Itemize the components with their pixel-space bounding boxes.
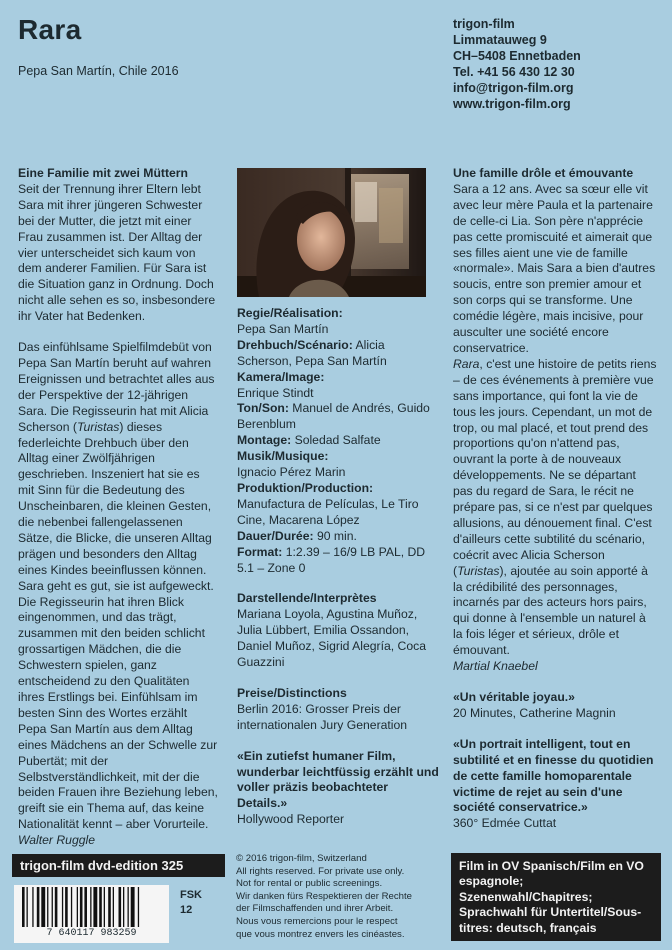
cast-heading: Darstellende/Interprètes [237,591,377,606]
credit-production: Produktion/Production: Manufactura de Películas, Le Tiro Cine, Macarena López [237,480,419,527]
credit-duration: Dauer/Durée: 90 min. [237,528,357,543]
german-paragraph-2: Das einfühlsame Spielfilmdebüt von Pepa San Martín beruht auf wahren Ereignissen und betrachtet alles aus der Perspektive der 12-jährigen Sara. Die Regisseurin hat mit Alicia Scherson (Turistas) dieses federleichte Drehbuch über den Alltag einer Zwölfjährigen geschrieben. Inszeniert hat sie es mit Sinn für die Bedeutung des Unscheinbaren, die kleinen Gesten, die nebenbei fallengelassenen Sätze, die Blicke, die unseren Alltag prägen und besonders den Alltag eines Kindes beeinflussen können. Sara geht es gut, sie ist aufgeweckt. Die Regisseurin hat ihren Blick eingenommen, und das trägt, zusammen mit den beiden schlicht grossartigen Mädchen, die die Schwestern spielen, ganz entscheidend zu den Qualitäten ihres Erstlings bei. Einfühlsam im besten Sinn des Wortes erzählt Pepa San Martín aus dem Alltag eines Mädchens an der Schwelle zur Pubertät; mit der Selbstverständlichkeit, mit der die beiden Frauen ihre Beziehung leben, greift sie ein Thema auf, das keine Nationalität kennt – aber Vorurteile. Walter Ruggle [18,340,218,848]
film-still-image [237,168,426,297]
credits-list [237,306,439,576]
legal-line: © 2016 trigon-film, Switzerland [236,853,367,864]
credit-camera: Kamera/Image: Enrique Stindt [237,369,325,400]
legal-line: Not for rental or public screenings. [236,878,383,890]
credit-format: Format: 1:2.39 – 16/9 LB PAL, DD 5.1 – Zone 0 [237,544,426,575]
french-paragraph-2: Rara, c'est une histoire de petits riens – de ces événements à première vue sans importance, qui font la vie de tous les jours. Cependant, un mot de trop, ou mal placé, et tout prend des proportions qu'on n'attend pas, ouvrant la porte à de nouveaux développements. Ne se départant pas du regard de Sara, le récit ne prépare pas, si ce n'est par quelques allusions, au dénouement final. C'est d'ailleurs cette subtilité du scénario, coécrit avec Alicia Scherson (Turistas), ajoutée au soin apporté à la crédibilité des personnages, incarnés par des acteurs hors pairs, qui donne à l'ensemble un naturel à la fois léger et sérieux, drôle et émouvant. Martial Knaebel [453,356,657,674]
french-paragraph-1: Sara a 12 ans. Avec sa sœur elle vit avec leur mère Paula et la partenaire de celle-ci Lia. Son père n'apprécie pas cette promiscuité et aimerait que ses filles aient une vie de famille «normale». Mais Sara a bien d'autres soucis, entre son premier amour et son corps qui se transforme. Une comédie légère, mais incisive, pour ausculter une société encore conservatrice. [453,181,656,355]
legal-line: Nous vous remercions pour le respect [236,915,398,927]
credits-column [237,306,439,828]
german-heading: Eine Familie mit zwei Müttern [18,166,188,180]
credit-director: Regie/Réalisation: Pepa San Martín [237,306,343,336]
contact-email[interactable]: info@trigon-film.org [453,81,574,95]
contact-city: CH–5408 Ennetbaden [453,49,581,63]
contact-company: trigon-film [453,17,515,31]
film-subtitle: Pepa San Martín, Chile 2016 [18,64,179,78]
press-quote-fr-2: «Un portrait intelligent, tout en subtilité et en finesse du quotidien de cette famille homoparentale victime de rejet au sein d'une société conservatrice.» [453,736,654,815]
credit-music: Musik/Musique: Ignacio Pérez Marin [237,449,346,480]
press-quote-fr-1-source: 20 Minutes, Catherine Magnin [453,705,616,720]
french-heading: Une famille drôle et émouvante [453,166,634,180]
legal-notice [236,853,436,941]
awards-heading: Preise/Distinctions [237,685,347,700]
press-quote-de: «Ein zutiefst humaner Film, wunderbar leichtfüssig erzählt und voller präzis beobachteter Details.» [237,748,439,811]
fsk-value: 12 [180,904,193,916]
barcode-number: 7 640117 983259 [14,928,169,939]
german-author: Walter Ruggle [18,833,95,848]
legal-line: Wir danken fürs Respektieren der Rechte [236,890,412,902]
credit-screenplay: Drehbuch/Scénario: Alicia Scherson, Pepa San Martín [237,337,387,368]
press-quote-de-source: Hollywood Reporter [237,812,345,827]
awards-text: Berlin 2016: Grosser Preis der internationalen Jury Generation [237,701,408,732]
legal-line: que vous montrez envers les cinéastes. [236,928,405,940]
contact-website[interactable]: www.trigon-film.org [453,97,571,111]
press-quote-fr-2-source: 360° Edmée Cuttat [453,816,557,831]
page-title: Rara [18,14,82,45]
credit-sound: Ton/Son: Manuel de Andrés, Guido Berenblum [237,401,430,432]
language-info-box: Film in OV Spanisch/Film en VO espagnole; Szenenwahl/Chapitres; Sprachwahl für Untertitel/Sous-titres: deutsch, français [451,853,661,941]
french-description [453,166,658,832]
german-paragraph-1: Seit der Trennung ihrer Eltern lebt Sara mit ihrer jüngeren Schwester bei der Mutter, die jetzt mit einer Frau zusammen ist. Der Alltag der vier unterscheidet sich kaum von dem anderer Familien. Für Sara ist die Situation ganz in Ordnung. Doch nicht alle sehen es so, insbesondere ihr Vater hat Bedenken. [18,181,216,324]
fsk-rating [180,888,202,918]
distributor-contact [453,16,581,112]
fsk-label: FSK [180,889,202,901]
press-quote-fr-1: «Un véritable joyau.» [453,690,575,704]
contact-street: Limmatauweg 9 [453,33,547,47]
cast-names: Mariana Loyola, Agustina Muñoz, Julia Lübbert, Emilia Ossandon, Daniel Muñoz, Sigrid Alegría, Coca Guazzini [237,607,427,670]
credit-editing: Montage: Soledad Salfate [237,433,381,448]
contact-phone: Tel. +41 56 430 12 30 [453,65,575,79]
legal-line: All rights reserved. For private use only. [236,865,405,877]
edition-label: trigon-film dvd-edition 325 [12,854,225,877]
french-author: Martial Knaebel [453,659,538,674]
german-description [18,166,218,864]
legal-line: der Filmschaffenden und ihrer Arbeit. [236,903,394,915]
